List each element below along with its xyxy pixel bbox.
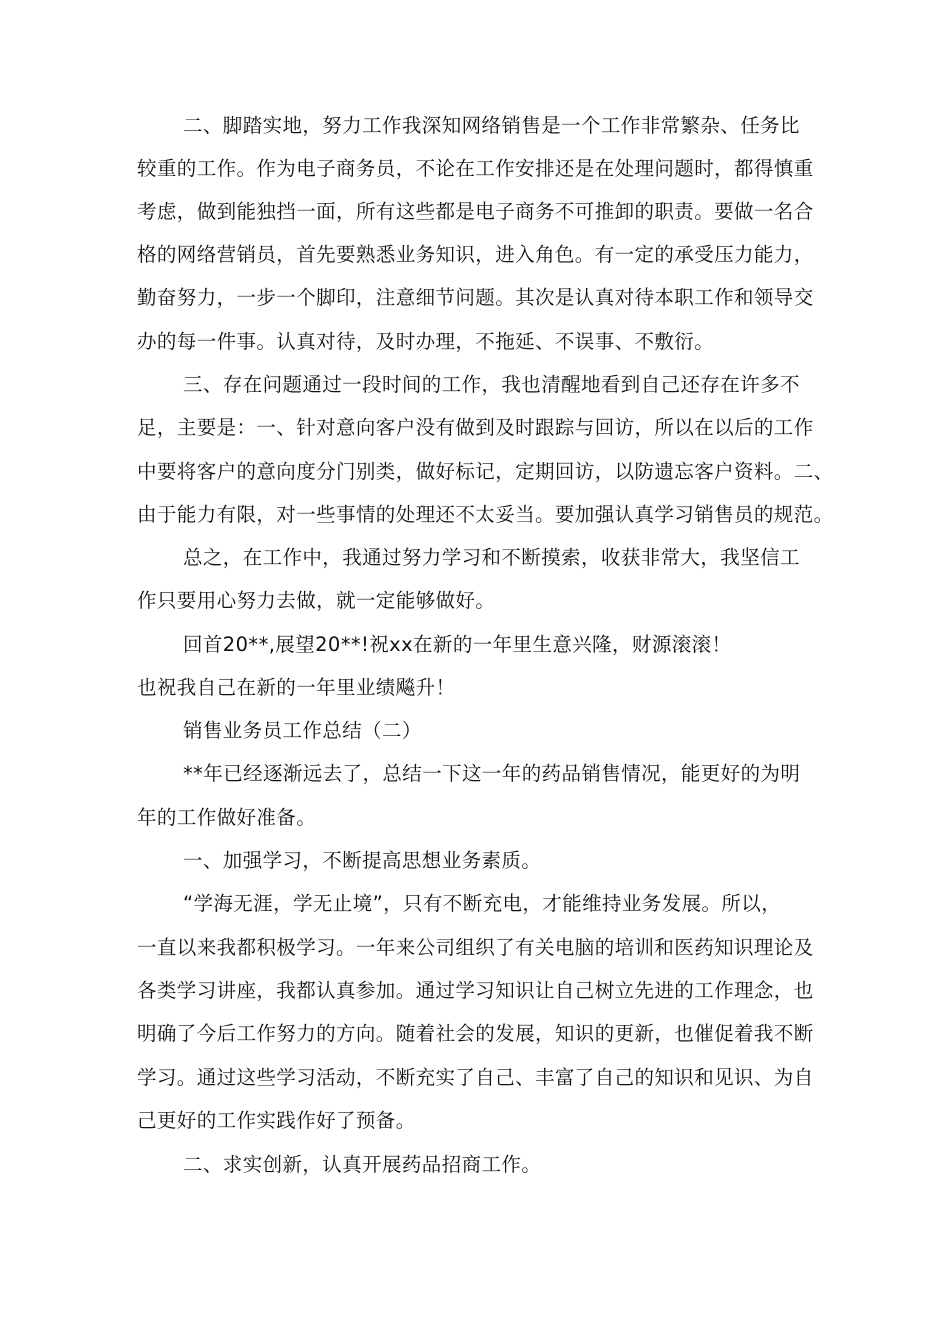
paragraph-line: 明确了今后工作努力的方向。随着社会的发展，知识的更新，也催促着我不断	[137, 1022, 814, 1045]
paragraph-line: 己更好的工作实践作好了预备。	[137, 1109, 416, 1132]
paragraph-line: 二、脚踏实地，努力工作我深知网络销售是一个工作非常繁杂、任务比	[183, 114, 800, 137]
paragraph-line: 总之，在工作中，我通过努力学习和不断摸索，收获非常大，我坚信工	[183, 546, 800, 569]
paragraph-line: 格的网络营销员，首先要熟悉业务知识，进入角色。有一定的承受压力能力，	[137, 243, 814, 266]
section-heading: 一、加强学习，不断提高思想业务素质。	[183, 849, 542, 872]
paragraph-line: 年的工作做好准备。	[137, 806, 317, 829]
paragraph-line: 回首20**,展望20**!祝xx在新的一年里生意兴隆，财源滚滚！	[183, 633, 732, 656]
paragraph-line: 勤奋努力，一步一个脚印，注意细节问题。其次是认真对待本职工作和领导交	[137, 286, 814, 309]
paragraph-line: 办的每一件事。认真对待，及时办理，不拖延、不误事、不敷衍。	[137, 330, 715, 353]
paragraph-line: 考虑，做到能独挡一面，所有这些都是电子商务不可推卸的职责。要做一名合	[137, 200, 814, 223]
paragraph-line: 各类学习讲座，我都认真参加。通过学习知识让自己树立先进的工作理念，也	[137, 979, 814, 1002]
paragraph-line: 也祝我自己在新的一年里业绩飚升！	[137, 676, 456, 699]
paragraph-line: 中要将客户的意向度分门别类，做好标记，定期回访，以防遗忘客户资料。二、	[137, 460, 834, 483]
paragraph-line: **年已经逐渐远去了，总结一下这一年的药品销售情况，能更好的为明	[183, 762, 801, 785]
paragraph-line: 作只要用心努力去做，就一定能够做好。	[137, 589, 496, 612]
paragraph-line: 由于能力有限，对一些事情的处理还不太妥当。要加强认真学习销售员的规范。	[137, 503, 834, 526]
paragraph-line: 一直以来我都积极学习。一年来公司组织了有关电脑的培训和医药知识理论及	[137, 936, 814, 959]
paragraph-line: 三、存在问题通过一段时间的工作，我也清醒地看到自己还存在许多不	[183, 373, 800, 396]
paragraph-line: 较重的工作。作为电子商务员，不论在工作安排还是在处理问题时，都得慎重	[137, 157, 814, 180]
paragraph-line: 足，主要是：一、针对意向客户没有做到及时跟踪与回访，所以在以后的工作	[137, 416, 814, 439]
section-title: 销售业务员工作总结（二）	[183, 719, 422, 742]
paragraph-line: 学习。通过这些学习活动，不断充实了自己、丰富了自己的知识和见识、为自	[137, 1066, 814, 1089]
section-heading: 二、求实创新，认真开展药品招商工作。	[183, 1153, 542, 1176]
paragraph-line: “学海无涯，学无止境”，只有不断充电，才能维持业务发展。所以，	[183, 892, 782, 915]
